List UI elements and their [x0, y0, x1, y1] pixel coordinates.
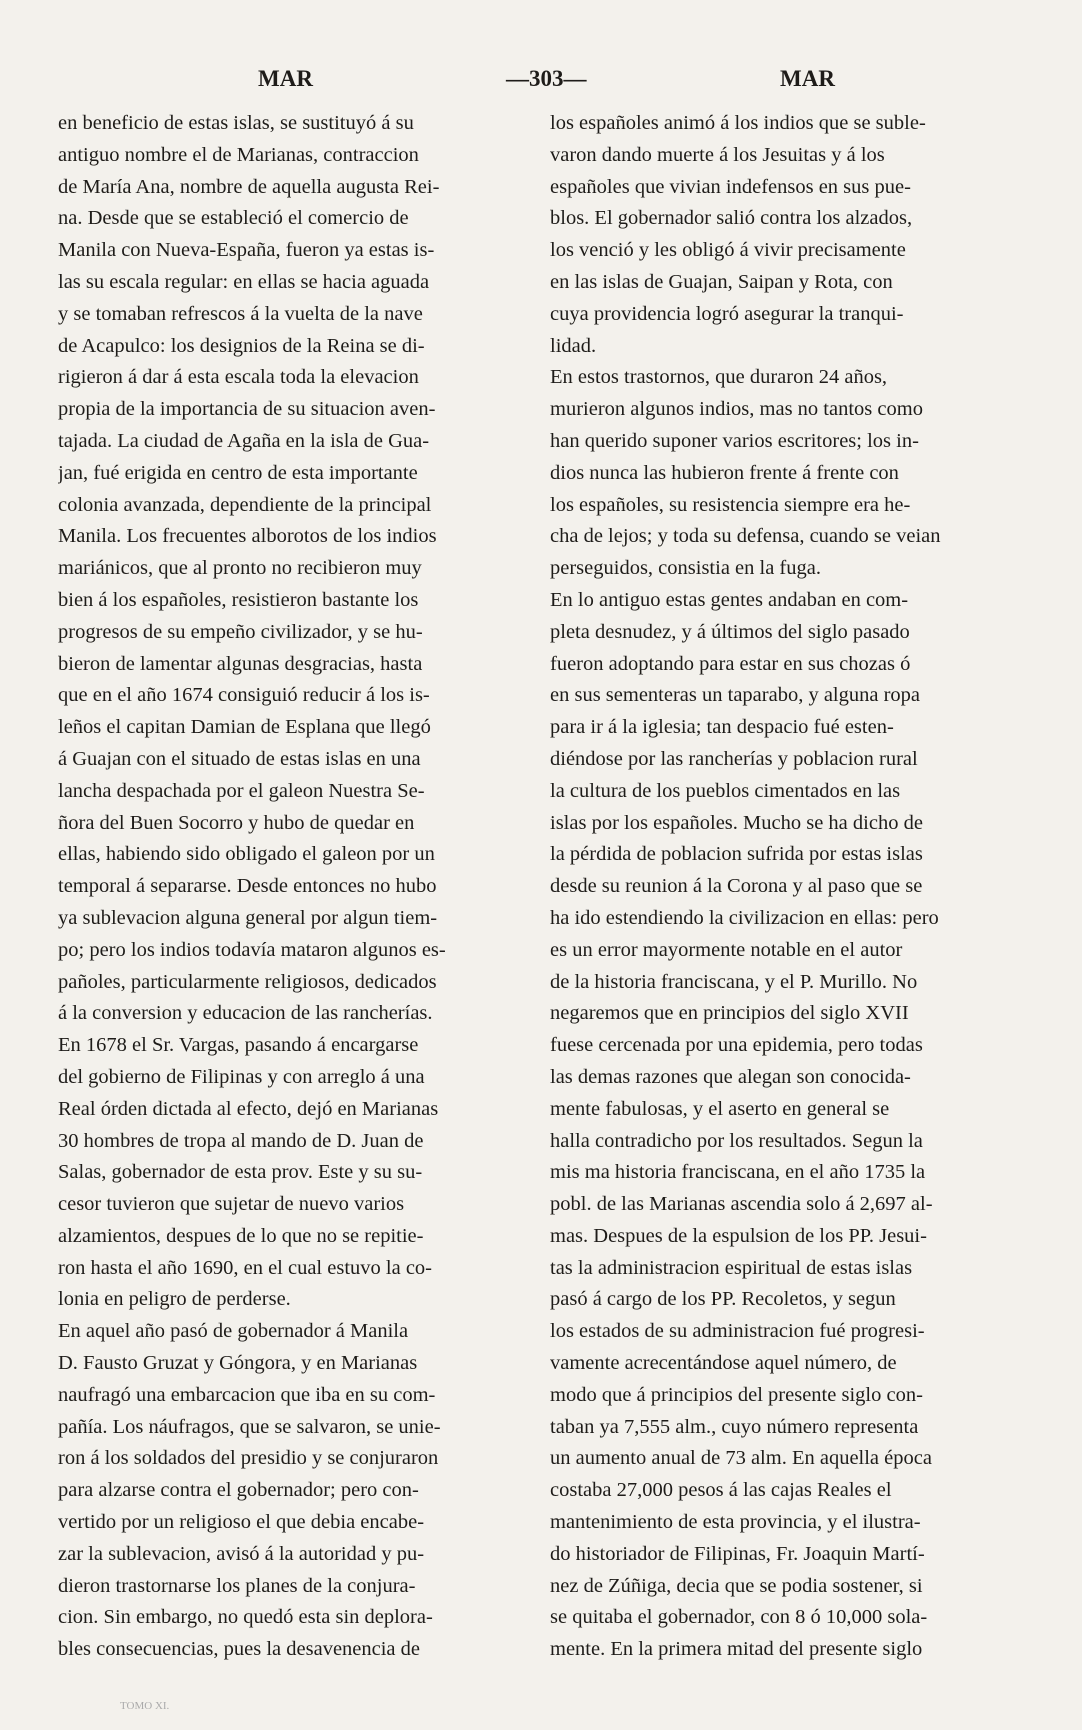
text-line: los venció y les obligó á vivir precisamente [550, 239, 906, 262]
text-line: Salas, gobernador de esta prov. Este y su su- [58, 1161, 423, 1184]
text-line: dieron trastornarse los planes de la conjura- [58, 1574, 416, 1597]
text-line: naufragó una embarcacion que iba en su com- [58, 1383, 436, 1406]
text-line: leños el capitan Damian de Esplana que llegó [58, 716, 431, 739]
text-line: pobl. de las Marianas ascendia solo á 2,697 al- [550, 1193, 933, 1216]
text-line: zar la sublevacion, avisó á la autoridad y pu- [58, 1542, 425, 1565]
text-line: fueron adoptando para estar en sus chozas ó [550, 652, 911, 675]
text-line: en las islas de Guajan, Saipan y Rota, con [550, 270, 893, 293]
text-line: bles consecuencias, pues la desavenencia de [58, 1638, 421, 1661]
text-line: los estados de su administracion fué progresi- [550, 1320, 925, 1343]
text-line: cha de lejos; y toda su defensa, cuando se veian [550, 525, 941, 548]
text-line: los españoles, su resistencia siempre era he- [550, 493, 911, 516]
text-line: lonia en peligro de perderse. [58, 1288, 291, 1311]
text-line: es un error mayormente notable en el autor [550, 938, 903, 961]
text-line: Manila. Los frecuentes alborotos de los indios [58, 525, 437, 548]
text-line: cion. Sin embargo, no quedó esta sin deplora- [58, 1606, 433, 1629]
text-line: de María Ana, nombre de aquella augusta Rei- [58, 175, 440, 198]
text-line: de Acapulco: los designios de la Reina se di- [58, 334, 425, 357]
text-line: las demas razones que alegan son conocida- [550, 1065, 911, 1088]
text-line: de la historia franciscana, y el P. Murillo. No [550, 970, 918, 993]
text-line: Real órden dictada al efecto, dejó en Marianas [58, 1097, 439, 1120]
text-line: do historiador de Filipinas, Fr. Joaquin Martí- [550, 1542, 925, 1565]
text-line: murieron algunos indios, mas no tantos como [550, 398, 923, 421]
text-line: alzamientos, despues de lo que no se repitie- [58, 1224, 424, 1247]
text-line: temporal á separarse. Desde entonces no hubo [58, 875, 437, 898]
text-line: en sus sementeras un taparabo, y alguna ropa [550, 684, 921, 707]
text-line: cesor tuvieron que sujetar de nuevo varios [58, 1193, 405, 1216]
text-line: islas por los españoles. Mucho se ha dicho de [550, 811, 923, 834]
text-line: propia de la importancia de su situacion aven- [58, 398, 436, 421]
header-right-word: MAR [780, 66, 835, 91]
text-line: bieron de lamentar algunas desgracias, hasta [58, 652, 423, 675]
text-line: po; pero los indios todavía mataron algunos es- [58, 938, 446, 961]
right-column [550, 108, 1018, 1666]
text-line: vertido por un religioso el que debia encabe- [58, 1511, 425, 1534]
text-line: na. Desde que se estableció el comercio de [58, 207, 409, 230]
text-line: á Guajan con el situado de estas islas en una [58, 747, 421, 770]
text-line: ellas, habiendo sido obligado el galeon por un [58, 843, 435, 866]
text-line: tas la administracion espiritual de estas islas [550, 1256, 913, 1279]
text-line: ñora del Buen Socorro y hubo de quedar en [58, 811, 415, 834]
text-line: un aumento anual de 73 alm. En aquella época [550, 1447, 932, 1470]
text-line: mas. Despues de la espulsion de los PP. Jesui- [550, 1224, 927, 1247]
text-line: nez de Zúñiga, decia que se podia sostener, si [550, 1574, 923, 1597]
header-left-word: MAR [258, 66, 313, 91]
page-number: —303— [506, 66, 587, 91]
text-line: mente fabulosas, y el aserto en general se [550, 1097, 890, 1120]
text-line: taban ya 7,555 alm., cuyo número representa [550, 1415, 919, 1438]
text-line: pañía. Los náufragos, que se salvaron, se unie- [58, 1415, 441, 1438]
text-line: para ir á la iglesia; tan despacio fué esten- [550, 716, 894, 739]
text-line: ha ido estendiendo la civilizacion en ellas: pero [550, 906, 939, 929]
text-line: mis ma historia franciscana, en el año 1735 la [550, 1161, 926, 1184]
text-line: que en el año 1674 consiguió reducir á los is- [58, 684, 430, 707]
text-line: en beneficio de estas islas, se sustituyó á su [58, 112, 414, 134]
text-line: mariánicos, que al pronto no recibieron muy [58, 557, 422, 580]
text-line: á la conversion y educacion de las rancherías. [58, 1002, 433, 1025]
left-column [58, 108, 526, 1666]
text-line: cuya providencia logró asegurar la tranqui- [550, 302, 904, 325]
text-line: la cultura de los pueblos cimentados en las [550, 779, 901, 802]
text-line: En lo antiguo estas gentes andaban en com- [550, 588, 909, 611]
text-line: ron hasta el año 1690, en el cual estuvo la co- [58, 1256, 432, 1279]
text-line: blos. El gobernador salió contra los alzados, [550, 207, 913, 230]
text-line: del gobierno de Filipinas y con arreglo á una [58, 1065, 425, 1088]
text-line: jan, fué erigida en centro de esta importante [58, 461, 418, 484]
text-line: pasó á cargo de los PP. Recoletos, y segun [550, 1288, 896, 1311]
page-header [0, 66, 1082, 100]
text-line: las su escala regular: en ellas se hacia aguada [58, 270, 430, 293]
text-line: los españoles animó á los indios que se suble- [550, 112, 926, 134]
text-line: pañoles, particularmente religiosos, dedicados [58, 970, 437, 993]
text-line: varon dando muerte á los Jesuitas y á los [550, 143, 885, 166]
text-line: 30 hombres de tropa al mando de D. Juan de [58, 1129, 424, 1152]
text-line: lidad. [550, 334, 597, 357]
text-line: modo que á principios del presente siglo con- [550, 1383, 923, 1406]
text-line: antiguo nombre el de Marianas, contraccion [58, 143, 419, 166]
text-line: se quitaba el gobernador, con 8 ó 10,000 sola- [550, 1606, 928, 1629]
text-line: bien á los españoles, resistieron bastante los [58, 588, 419, 611]
text-line: mente. En la primera mitad del presente siglo [550, 1638, 923, 1661]
text-line: ron á los soldados del presidio y se conjuraron [58, 1447, 439, 1470]
text-line: dios nunca las hubieron frente á frente con [550, 461, 899, 484]
text-line: negaremos que en principios del siglo XVII [550, 1002, 909, 1025]
text-line: perseguidos, consistia en la fuga. [550, 557, 821, 580]
footer-signature: TOMO XI. [120, 1700, 170, 1712]
text-line: para alzarse contra el gobernador; pero con- [58, 1479, 419, 1502]
text-line: En aquel año pasó de gobernador á Manila [58, 1320, 409, 1343]
text-line: D. Fausto Gruzat y Góngora, y en Marianas [58, 1352, 418, 1375]
text-line: tajada. La ciudad de Agaña en la isla de Gua- [58, 429, 430, 452]
text-line: pleta desnudez, y á últimos del siglo pasado [550, 620, 910, 643]
text-line: lancha despachada por el galeon Nuestra Se- [58, 779, 425, 802]
text-line: colonia avanzada, dependiente de la principal [58, 493, 432, 516]
text-line: mantenimiento de esta provincia, y el ilustra- [550, 1511, 921, 1534]
text-line: progresos de su empeño civilizador, y se hu- [58, 620, 423, 643]
text-line: ya sublevacion alguna general por algun tiem- [58, 906, 438, 929]
text-line: halla contradicho por los resultados. Segun la [550, 1129, 923, 1152]
text-line: vamente acrecentándose aquel número, de [550, 1352, 897, 1375]
text-line: la pérdida de poblacion sufrida por estas islas [550, 843, 923, 866]
text-line: rigieron á dar á esta escala toda la elevacion [58, 366, 419, 389]
text-line: costaba 27,000 pesos á las cajas Reales el [550, 1479, 892, 1502]
text-line: españoles que vivian indefensos en sus pue- [550, 175, 911, 198]
text-line: En 1678 el Sr. Vargas, pasando á encargarse [58, 1034, 419, 1057]
text-line: han querido suponer varios escritores; los in- [550, 429, 919, 452]
text-line: fuese cercenada por una epidemia, pero todas [550, 1034, 923, 1057]
text-line: y se tomaban refrescos á la vuelta de la nave [58, 302, 423, 325]
text-line: Manila con Nueva-España, fueron ya estas is- [58, 239, 435, 262]
text-line: En estos trastornos, que duraron 24 años, [550, 366, 888, 389]
text-line: diéndose por las rancherías y poblacion rural [550, 747, 918, 770]
text-line: desde su reunion á la Corona y al paso que se [550, 875, 923, 898]
